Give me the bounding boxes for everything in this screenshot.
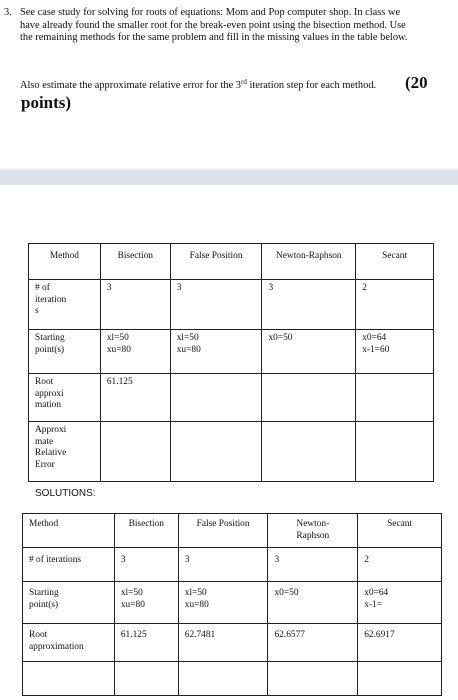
header-newton-raphson: [268, 514, 358, 548]
table-cell: [358, 548, 442, 582]
table-cell: [114, 624, 178, 662]
table-cell: [170, 374, 262, 422]
question-line-2: have already found the smaller root for the break-even point using the bisection method. Use: [20, 19, 406, 31]
label-line: Starting: [35, 333, 65, 343]
label-line: mate: [35, 436, 54, 447]
table-header-row: [23, 514, 442, 548]
cell-value: 3: [106, 283, 112, 293]
cell-value: xu=80: [120, 599, 145, 610]
header-secant: [358, 514, 442, 548]
table-row: [29, 280, 434, 330]
cell-value: 2: [362, 283, 367, 293]
header-false-position: False Position: [170, 244, 262, 280]
table-cell: [114, 662, 178, 696]
header-bisection: [114, 514, 178, 548]
label-line: # of: [35, 283, 50, 293]
cell-value: xl=50: [120, 588, 143, 598]
label-line: Approxi: [35, 425, 67, 435]
cell-value: 61.125: [120, 630, 147, 640]
table-cell: [100, 330, 170, 374]
cell-value: 62.7481: [184, 630, 216, 640]
estimate-instruction: [20, 78, 376, 91]
table-cell: [178, 582, 268, 624]
cell-value: xl=50: [106, 333, 129, 343]
row-label: [23, 582, 115, 624]
table-cell: [178, 624, 268, 662]
question-line-3: the remaining methods for the same problem and fill in the missing values in the table below.: [20, 32, 408, 44]
row-label: [23, 624, 115, 662]
row-label: [29, 374, 101, 422]
table-cell: [170, 422, 262, 482]
row-label: [23, 548, 115, 582]
points-label-part2: points): [21, 93, 72, 112]
cell-value: 62.6577: [274, 630, 305, 640]
cell-value: x0=50: [268, 333, 293, 343]
header-text: Secant: [387, 519, 413, 529]
cell-value: x0=64: [362, 333, 387, 343]
question-number: 3.: [4, 7, 12, 18]
table-cell: [114, 582, 178, 624]
solutions-heading: SOLUTIONS:: [35, 488, 96, 499]
label-line: Starting: [29, 588, 59, 598]
cell-value: x-1=60: [362, 344, 390, 355]
table-cell: [268, 662, 358, 696]
table-cell: [262, 280, 356, 330]
table-cell: [356, 330, 434, 374]
cell-value: xu=80: [106, 344, 131, 355]
label-line: approxi: [35, 388, 64, 399]
header-text: Bisection: [128, 519, 164, 529]
row-label: [29, 422, 101, 482]
page-separator: [0, 170, 458, 185]
cell-value: 3: [184, 555, 190, 565]
label-line: Root: [29, 630, 48, 640]
table-cell: [268, 548, 358, 582]
cell-value: 3: [176, 283, 182, 293]
table-cell: [100, 374, 170, 422]
cell-value: 3: [274, 555, 280, 565]
table-row: [23, 548, 442, 582]
table-row: [29, 374, 434, 422]
label-line: Relative: [35, 448, 67, 459]
header-text: Newton-: [296, 519, 330, 529]
table-cell: [356, 422, 434, 482]
table-cell: [358, 662, 442, 696]
solutions-table: [22, 513, 442, 696]
estimate-superscript: rd: [241, 78, 247, 86]
estimate-text-end: iteration step for each method.: [246, 80, 377, 91]
table-header-row: [29, 244, 434, 280]
cell-value: 3: [268, 283, 274, 293]
row-label: [29, 280, 101, 330]
label-line: iteration: [35, 294, 67, 305]
table-row: [29, 422, 434, 482]
table-cell: [100, 280, 170, 330]
table-cell: [358, 582, 442, 624]
cell-value: xl=50: [176, 333, 199, 343]
table-cell: [262, 330, 356, 374]
label-line: point(s): [29, 599, 59, 610]
label-line: # of iterations: [29, 555, 82, 565]
table-row: [23, 624, 442, 662]
estimate-text-start: Also estimate the approximate relative error for the 3: [20, 80, 242, 91]
cell-value: xl=50: [184, 588, 207, 598]
question-table: [28, 243, 434, 482]
table-cell: [170, 330, 262, 374]
cell-value: xu=80: [184, 599, 209, 610]
cell-value: x0=50: [274, 588, 299, 598]
table-row: [23, 662, 442, 696]
row-label: [23, 662, 115, 696]
table-cell: [114, 548, 178, 582]
table-cell: [262, 422, 356, 482]
cell-value: 61.125: [106, 377, 133, 387]
label-line: approximation: [29, 641, 84, 652]
question-text: [20, 7, 448, 45]
header-secant: Secant: [356, 244, 434, 280]
table-cell: [170, 280, 262, 330]
cell-value: x-1=: [364, 599, 382, 610]
question-line-1: See case study for solving for roots of equations: Mom and Pop computer shop. In class we: [20, 7, 401, 18]
cell-value: 62.6917: [364, 630, 395, 640]
cell-value: x0=64: [364, 588, 389, 598]
row-label: [29, 330, 101, 374]
label-line: s: [35, 306, 39, 317]
label-line: Error: [35, 459, 55, 470]
header-text: Raphson: [296, 530, 330, 541]
cell-value: xu=80: [176, 344, 201, 355]
table-cell: [262, 374, 356, 422]
cell-value: 3: [120, 555, 126, 565]
header-text: False Position: [196, 519, 250, 529]
header-method: Method: [29, 244, 101, 280]
table-cell: [358, 624, 442, 662]
table-cell: [356, 280, 434, 330]
table-cell: [178, 548, 268, 582]
table-cell: [268, 624, 358, 662]
table-cell: [178, 662, 268, 696]
table-row: [23, 582, 442, 624]
header-text: Method: [29, 519, 59, 529]
label-line: point(s): [35, 344, 65, 355]
label-line: mation: [35, 400, 62, 411]
table-cell: [356, 374, 434, 422]
table-cell: [268, 582, 358, 624]
cell-value: 2: [364, 555, 369, 565]
header-false-position: [178, 514, 268, 548]
label-line: Root: [35, 377, 54, 387]
header-bisection: Bisection: [100, 244, 170, 280]
table-row: [29, 330, 434, 374]
header-newton-raphson: Newton-Raphson: [262, 244, 356, 280]
points-label-part1: (20: [405, 73, 428, 92]
table-cell: [100, 422, 170, 482]
header-method: [23, 514, 115, 548]
